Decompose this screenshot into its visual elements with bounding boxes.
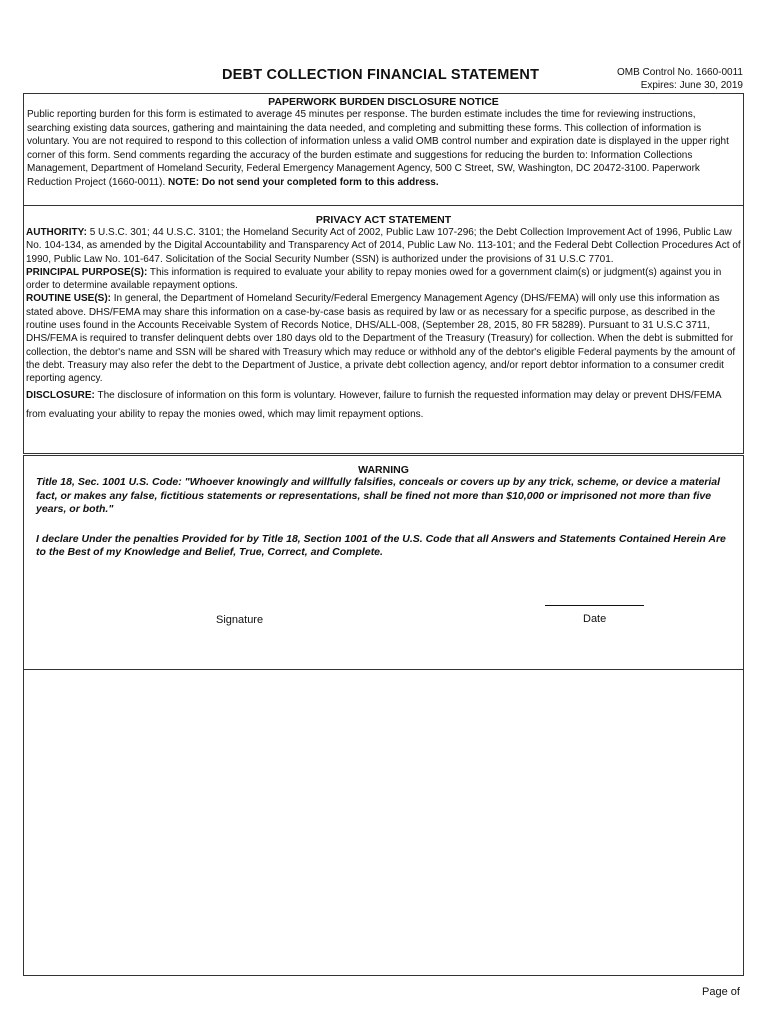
page-number-label: Page of xyxy=(702,986,740,998)
date-field-line[interactable] xyxy=(545,605,644,606)
authority-text: 5 U.S.C. 301; 44 U.S.C. 3101; the Homeland Security Act of 2002, Public Law 107-296; the Debt Collection Improvement Act of 1996, Public Law No. 104-134, as amended by the Digital Accountability and Transparency Act of 2014, Public Law No. 113-101; and the Federal Debt Collection Procedures Act of 1990, Public Law No. 101-647. Solicitation of the Social Security Number (SSN) is authorized under the provisions of 31 U.S.C 7701. xyxy=(26,227,741,265)
warning-section xyxy=(23,455,744,670)
form-title: DEBT COLLECTION FINANCIAL STATEMENT xyxy=(222,67,540,83)
disclosure-label: DISCLOSURE: xyxy=(26,389,95,401)
paperwork-body xyxy=(24,108,743,189)
declaration-text: I declare Under the penalties Provided for by Title 18, Section 1001 of the U.S. Code that all Answers and Statements Contained Herein Are to the Best of my Knowledge and Belief, True, Correct, and Complete. xyxy=(36,532,726,558)
paperwork-heading: PAPERWORK BURDEN DISCLOSURE NOTICE xyxy=(268,96,499,108)
paperwork-burden-notice xyxy=(23,93,744,206)
purpose-text: This information is required to evaluate your ability to repay monies owed for a government claim(s) or judgment(s) against you in order to determine available repayment options. xyxy=(26,266,722,292)
routine-text: In general, the Department of Homeland Security/Federal Emergency Management Agency (DHS/FEMA) will only use this information as stated above. DHS/FEMA may share this information on a case-by-case basis as required by law or as necessary for a specific purpose, as described in the routine uses found in the Accounts Receivable System of Records Notice, DHS/ALL-008, (September 28, 2015, 80 FR 58289). Pursuant to 31 U.S.C 3711, DHS/FEMA is required to transfer delinquent debts over 180 days old to the Department of the Treasury (Treasury) for collection. When the debt is submitted for collection, the debtor's name and SSN will be shared with Treasury which may reduce or withhold any of the debtor's eligible Federal payments by the amount of the debt. Treasury may also refer the debt to the Department of Justice, a private debt collection agency, and/or report debtor information to a consumer credit reporting agency. xyxy=(26,293,736,385)
purpose-label: PRINCIPAL PURPOSE(S): xyxy=(26,266,148,278)
disclosure-section xyxy=(26,386,741,424)
date-label: Date xyxy=(583,613,607,625)
privacy-heading: PRIVACY ACT STATEMENT xyxy=(315,214,452,226)
routine-label: ROUTINE USE(S): xyxy=(26,293,111,305)
privacy-act-statement xyxy=(23,206,744,454)
omb-control-number: OMB Control No. 1660-0011 xyxy=(617,67,743,78)
paperwork-note: NOTE: Do not send your completed form to this address. xyxy=(168,176,439,188)
authority-section xyxy=(26,226,741,266)
routine-use-section xyxy=(26,292,741,385)
blank-content-area xyxy=(23,670,744,976)
authority-label: AUTHORITY: xyxy=(26,227,87,238)
title18-warning: Title 18, Sec. 1001 U.S. Code: "Whoever knowingly and willfully falsifies, conceals or covers up by any trick, scheme, or device a material fact, or makes any false, fictitious statements or representations, shall be fined not more than $10,000 or imprisoned not more than five years, or both." xyxy=(36,476,721,515)
expiration-date: Expires: June 30, 2019 xyxy=(640,80,743,91)
omb-info xyxy=(588,66,743,92)
paperwork-text: Public reporting burden for this form is estimated to average 45 minutes per response. The burden estimate includes the time for reviewing instructions, searching existing data sources, gathering and maintaining the data needed, and completing and submitting these forms. This collection of information is voluntary. You are not required to respond to this collection of information unless a valid OMB control number and expiration date is displayed in the upper right corner of this form. Send comments regarding the accuracy of the burden estimate and suggestions for reducing the burden to: Information Collections Management, Department of Homeland Security, Federal Emergency Management Agency, 500 C Street, SW, Washington, DC 20472-3100. Paperwork Reduction Project (1660-0011). xyxy=(27,109,729,188)
signature-label: Signature xyxy=(216,614,264,626)
warning-heading: WARNING xyxy=(358,464,409,476)
privacy-body xyxy=(24,226,743,424)
principal-purpose-section xyxy=(26,266,741,293)
disclosure-text: The disclosure of information on this form is voluntary. However, failure to furnish the requested information may delay or prevent DHS/FEMA from evaluating your ability to repay the monies owed, which may limit repayment options. xyxy=(26,389,721,420)
